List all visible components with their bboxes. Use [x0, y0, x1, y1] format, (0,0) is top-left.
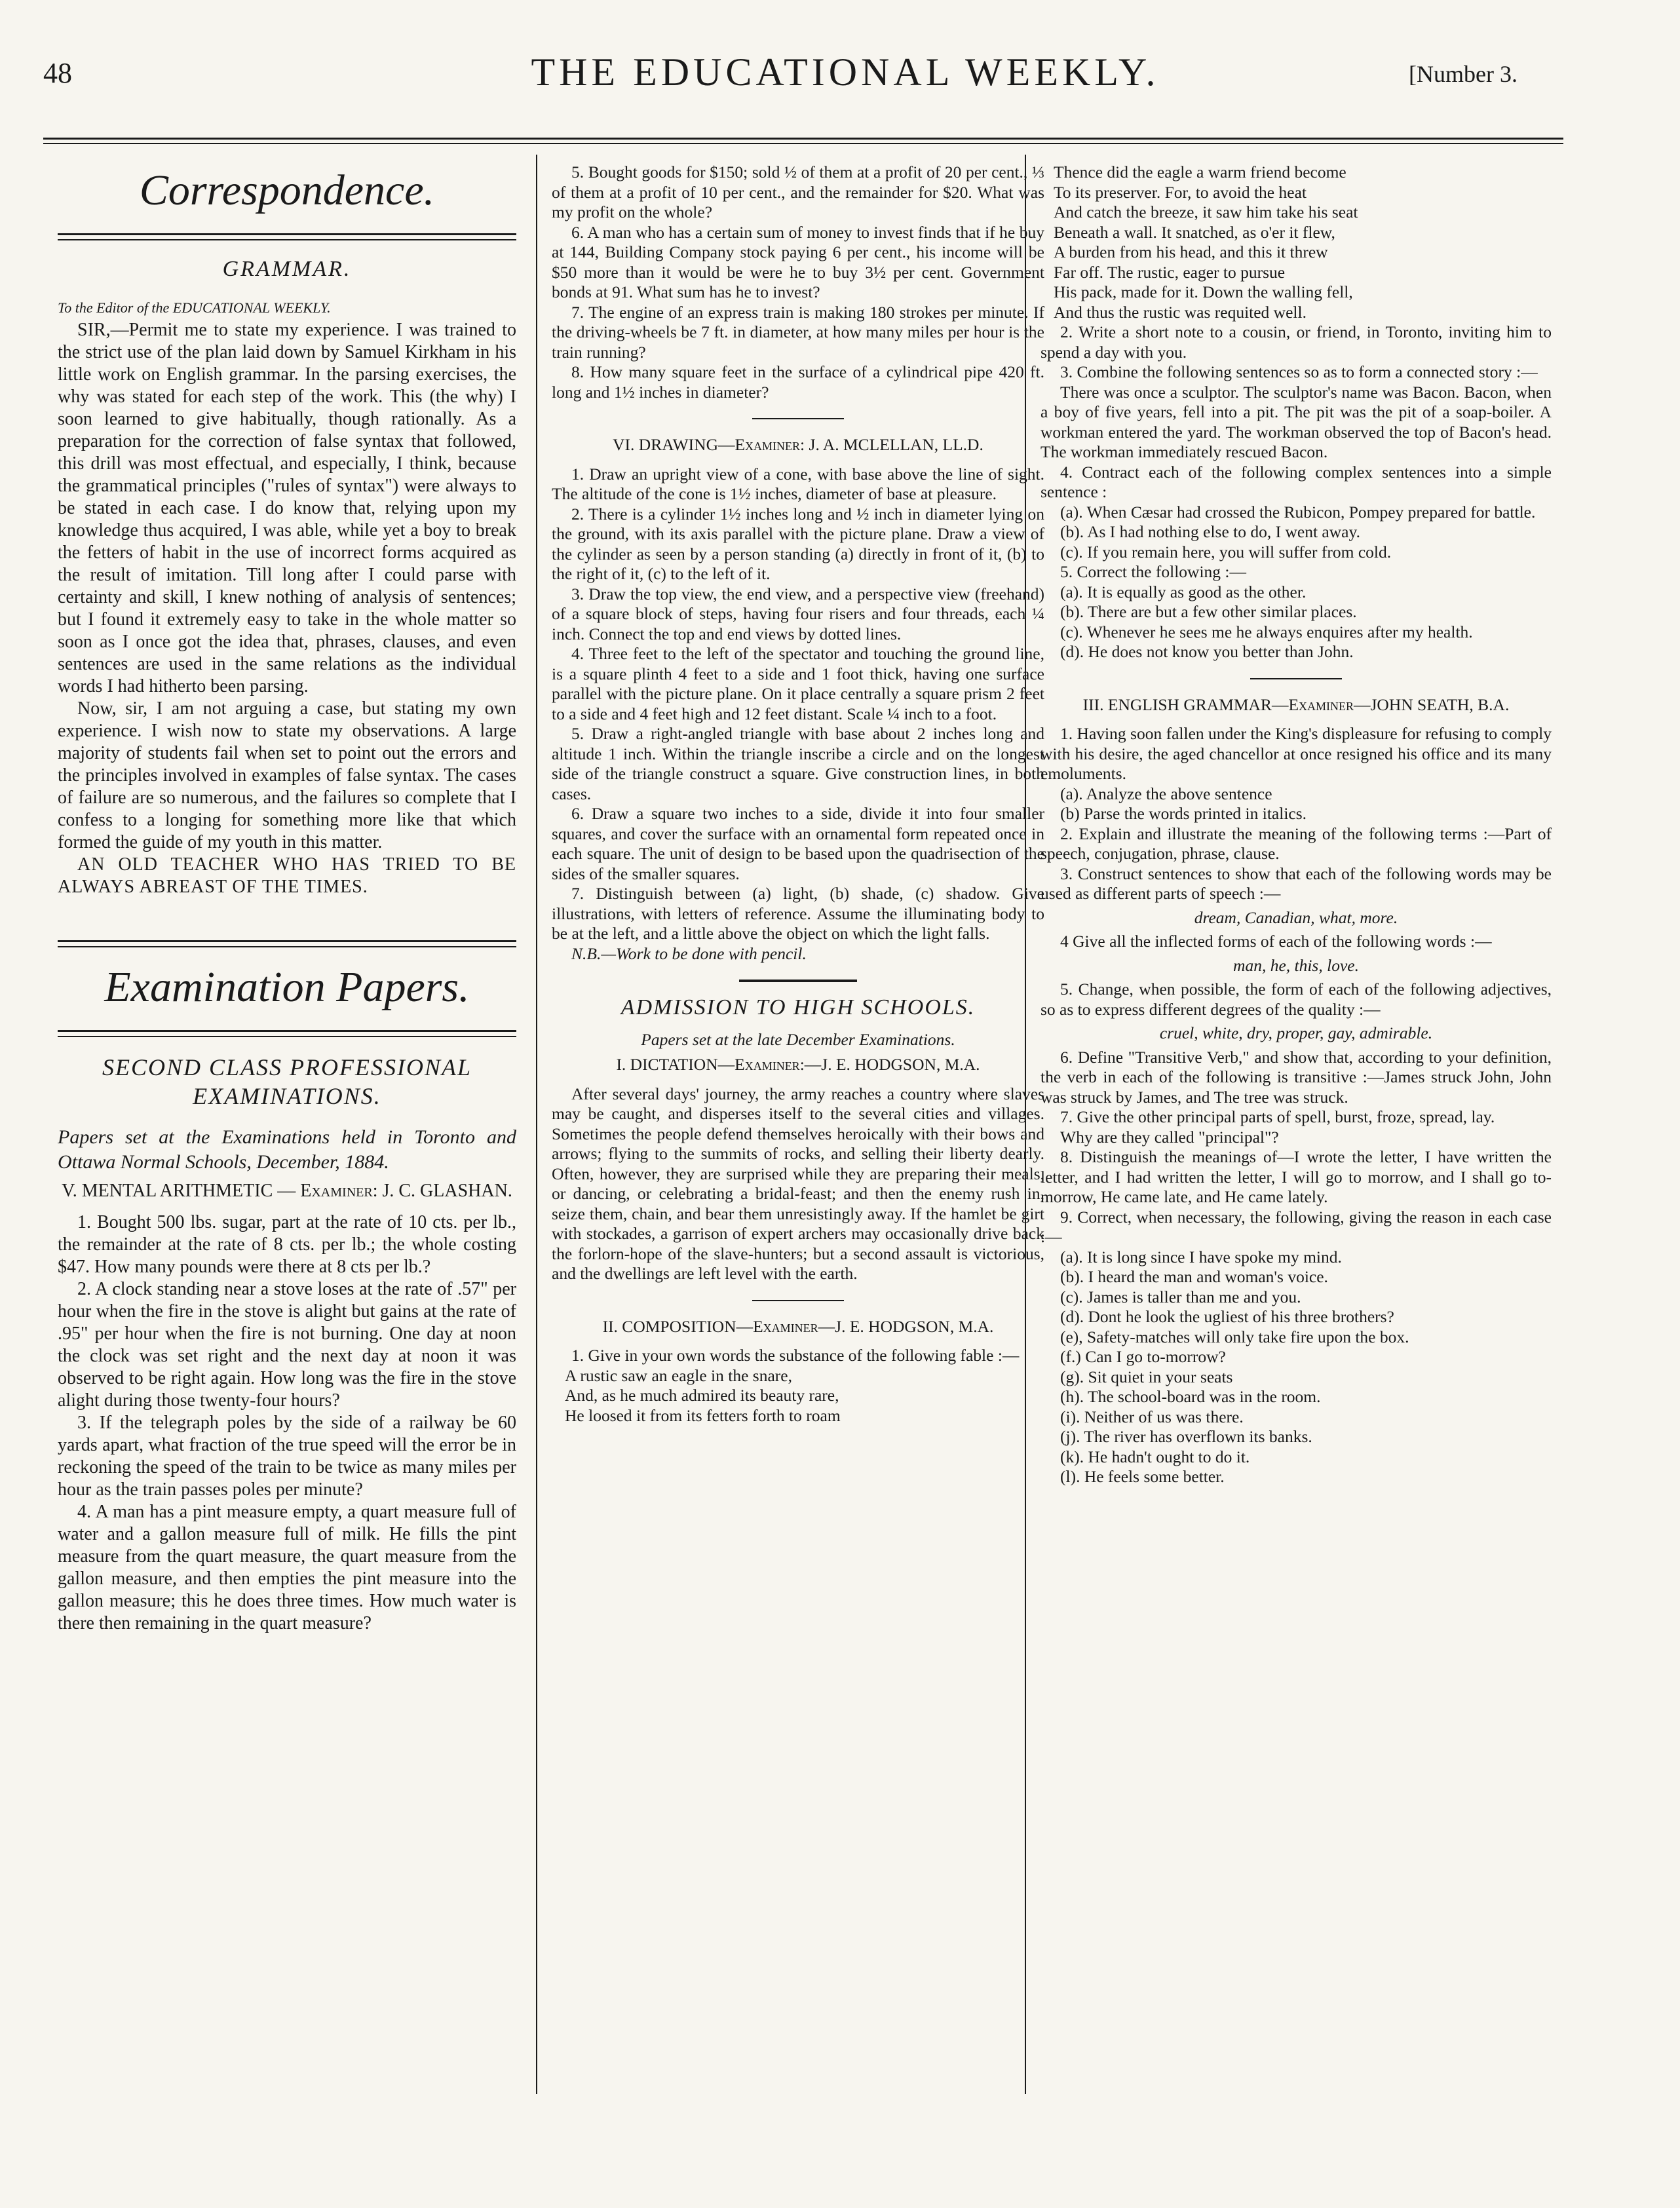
section-separator	[1250, 678, 1342, 679]
section-separator	[752, 1300, 844, 1301]
header-rule-top	[43, 138, 1563, 140]
question: 7. Distinguish between (a) light, (b) shade, (c) shadow. Give illustrations, with letters of reference. Assume the illuminating body to be at the left, and a little above the object on which the light falls.	[552, 884, 1044, 943]
question: 4. Three feet to the left of the spectator and touching the ground line, is a square plinth 4 feet to a side and 1 foot thick, having one surface parallel with the picture plane. On it place centrally a square prism 2 feet to a side and 4 feet high and 12 feet distant. Scale ¼ inch to a foot.	[552, 644, 1044, 723]
question-part: (b) Parse the words printed in italics.	[1060, 804, 1307, 823]
column-1	[58, 162, 516, 2161]
question-part: (h). The school-board was in the room.	[1060, 1387, 1321, 1406]
header-rule-bottom	[43, 143, 1563, 144]
masthead-title: THE EDUCATIONAL WEEKLY.	[531, 50, 1160, 94]
double-rule	[58, 233, 516, 240]
question: 4 Give all the inflected forms of each of the following words :—	[1060, 932, 1492, 951]
question-part: (b). As I had nothing else to do, I went away.	[1060, 522, 1360, 541]
nota-bene: N.B.—Work to be done with pencil.	[571, 943, 807, 963]
question: 2. There is a cylinder 1½ inches long and ½ inch in diameter lying on the ground, with its axis parallel with the picture plane. Draw a view of the cylinder as seen by a person standing (a) directly in front of it, (b) to the right of it, (c) to the left of it.	[552, 504, 1044, 583]
papers-set-note: Papers set at the late December Examinations.	[641, 1029, 955, 1049]
section-separator	[739, 980, 857, 982]
section-heading: V. MENTAL ARITHMETIC — Examiner: J. C. GLASHAN.	[62, 1181, 512, 1201]
question: 2. Write a short note to a cousin, or friend, in Toronto, inviting him to spend a day with you.	[1040, 322, 1552, 362]
question: 9. Correct, when necessary, the following, giving the reason in each case :—	[1040, 1207, 1552, 1246]
question: 1. Having soon fallen under the King's displeasure for refusing to comply with his desire, the aged chancellor at once resigned his office and its many emoluments.	[1040, 724, 1552, 783]
question: 4. Contract each of the following complex sentences into a simple sentence :	[1040, 462, 1552, 501]
question-part: (a). It is long since I have spoke my mind.	[1060, 1247, 1342, 1266]
question-part: (c). If you remain here, you will suffer from cold.	[1060, 542, 1392, 562]
question-part: (k). He hadn't ought to do it.	[1060, 1447, 1250, 1466]
question-part: (a). It is equally as good as the other.	[1060, 582, 1307, 601]
fable-verse	[1040, 162, 1552, 322]
question: 5. Draw a right-angled triangle with base about 2 inches long and altitude 1 inch. Within the triangle inscribe a circle and on the longest side of the triangle construct a square. Give construction lines, in both cases.	[552, 724, 1044, 803]
letter-paragraph: SIR,—Permit me to state my experience. I was trained to the strict use of the plan laid down by Samuel Kirkham in his little work on English grammar. In the parsing exercises, the why was stated for each step of the work. This (the why) I soon learned to give habitually, though rationally. As a preparation for the correction of false syntax that followed, this drill was most effectual, and especially, I think, because the grammatical principles ("rules of syntax") were always to be stated in each case. I do know that, relying upon my knowledge thus acquired, I was able, while yet a boy to break the fetters of habit in the use of incorrect forms acquired as the result of imitation. Till long after I could parse with certainty and skill, I knew nothing of analysis of sentences; but I found it extremely easy to take in the whole matter so soon as I once got the idea that, phrases, clauses, and even sentences are used in the same relations as the individual words I had hitherto been parsing.	[58, 320, 516, 696]
question: 6. A man who has a certain sum of money to invest finds that if he buy at 144, Building Company stock paying 6 per cent., his income will be $50 more than it would be were he to buy 3½ per cent. Government bonds at 91. What sum has he to invest?	[552, 222, 1044, 301]
word-list: man, he, this, love.	[1233, 955, 1359, 975]
question-part: (a). When Cæsar had crossed the Rubicon, Pompey prepared for battle.	[1060, 502, 1536, 522]
question: 5. Change, when possible, the form of each of the following adjectives, so as to express different degrees of the quality :—	[1040, 980, 1552, 1019]
question-part: (c). Whenever he sees me he always enquires after my health.	[1060, 622, 1473, 641]
question: 3. If the telegraph poles by the side of a railway be 60 yards apart, what fraction of the true speed will the error be in reckoning the speed of the train to be twice as many miles per hour as the train passes poles per minute?	[58, 1413, 516, 1500]
verse-line: Thence did the eagle a warm friend become	[1054, 162, 1346, 181]
verse-line: And, as he much admired its beauty rare,	[565, 1386, 839, 1405]
column-2	[552, 162, 1044, 2161]
question-part: (a). Analyze the above sentence	[1060, 784, 1272, 803]
page-number: 48	[43, 57, 72, 89]
letter-signature: AN OLD TEACHER WHO HAS TRIED TO BE ALWAYS ABREAST OF THE TIMES.	[58, 854, 516, 897]
letter-address: To the Editor of the EDUCATIONAL WEEKLY.	[58, 299, 331, 316]
question-text: Why are they called "principal"?	[1060, 1127, 1279, 1147]
question: 3. Combine the following sentences so as to form a connected story :—	[1060, 362, 1538, 381]
question: 8. Distinguish the meanings of—I wrote the letter, I have written the letter, and I had written the letter, I will go to morrow, and I shall go to-morrow, He came late, and He came lately.	[1040, 1147, 1552, 1206]
verse-line: His pack, made for it. Down the walling fell,	[1054, 282, 1353, 301]
verse-line: He loosed it from its fetters forth to roam	[565, 1405, 841, 1425]
section-heading: VI. DRAWING—Examiner: J. A. MCLELLAN, LL.D.	[613, 435, 983, 454]
question-part: (d). He does not know you better than John.	[1060, 642, 1354, 661]
dictation-passage: After several days' journey, the army reaches a country where slaves may be caught, and disperses itself to the several cities and villages. Sometimes the people defend themselves heroically with their bows and arrows; flying to the summits of rocks, and selling their liberty dearly. Often, however, they are surprised while they are preparing their meals, or dancing, or celebrating a bridal-feast; and then the enemy rush in, seize them, chain, and bear them unresistingly away. If the hamlet be girt with stockades, a garrison of expert archers may occasionally drive back the forlorn-hope of the slave-hunters; but a second assault is victorious, and the dwellings are left level with the earth.	[552, 1084, 1044, 1283]
section-heading: II. COMPOSITION—Examiner—J. E. HODGSON, M.A.	[602, 1316, 994, 1336]
verse-line: Far off. The rustic, eager to pursue	[1054, 262, 1286, 282]
question: 2. A clock standing near a stove loses at the rate of .57" per hour when the fire in the stove is alight but gains at the rate of .95" per hour when the fire is not burning. One day at noon the clock was set right and the next day at noon it was observed to be right again. How long was the fire in the stove alight during those twenty-four hours?	[58, 1279, 516, 1411]
verse-line: To its preserver. For, to avoid the heat	[1054, 182, 1307, 202]
papers-set-note: Papers set at the Examinations held in Toronto and Ottawa Normal Schools, December, 1884.	[58, 1126, 516, 1173]
section-separator	[752, 418, 844, 419]
question: 6. Draw a square two inches to a side, divide it into four smaller squares, and cover the surface with an ornamental form repeated once in each square. The unit of design to be based upon the quadrisection of the sides of the smaller squares.	[552, 804, 1044, 883]
double-rule	[58, 940, 516, 947]
question: 5. Correct the following :—	[1060, 562, 1246, 581]
word-list: cruel, white, dry, proper, gay, admirable.	[1159, 1023, 1433, 1042]
question: 3. Construct sentences to show that each of the following words may be used as different parts of speech :—	[1040, 864, 1552, 903]
letter-paragraph: Now, sir, I am not arguing a case, but stating my own experience. I wish now to state my observations. A large majority of students fail when set to point out the errors and the principles involved in examples of false syntax. The cases of failure are so numerous, and the failures so complete that I confess to a longing for something more like that which formed the guide of my youth in this matter.	[58, 698, 516, 852]
question-text: There was once a sculptor. The sculptor's name was Bacon. Bacon, when a boy of five years, fell into a pit. The pit was the pit of a soap-boiler. A workman entered the yard. The workman observed the top of Bacon's head. The workman immediately rescued Bacon.	[1040, 382, 1552, 461]
question-part: (e), Safety-matches will only take fire upon the box.	[1060, 1327, 1409, 1346]
question: 1. Bought 500 lbs. sugar, part at the rate of 10 cts. per lb., the remainder at the rate of 8 cts. per lb.; the whole costing $47. How many pounds were there at 8 cts per lb.?	[58, 1212, 516, 1277]
verse-line: Beneath a wall. It snatched, as o'er it flew,	[1054, 222, 1335, 242]
verse-line: And thus the rustic was requited well.	[1054, 302, 1307, 322]
question: 2. Explain and illustrate the meaning of the following terms :—Part of speech, conjugation, phrase, clause.	[1040, 824, 1552, 863]
question-part: (l). He feels some better.	[1060, 1467, 1225, 1486]
verse-line: A burden from his head, and this it threw	[1054, 242, 1328, 261]
question-part: (b). I heard the man and woman's voice.	[1060, 1267, 1328, 1286]
question: 7. The engine of an express train is making 180 strokes per minute. If the driving-wheels be 7 ft. in diameter, at how many miles per hour is the train running?	[552, 302, 1044, 362]
verse-line: And catch the breeze, it saw him take his seat	[1054, 202, 1358, 221]
grammar-heading: GRAMMAR.	[222, 257, 352, 281]
question-part: (c). James is taller than me and you.	[1060, 1287, 1301, 1306]
question-part: (b). There are but a few other similar places.	[1060, 602, 1357, 621]
second-class-heading: SECOND CLASS PROFESSIONAL EXAMINATIONS.	[102, 1054, 472, 1109]
question-part: (d). Dont he look the ugliest of his three brothers?	[1060, 1307, 1394, 1326]
question-part: (j). The river has overflown its banks.	[1060, 1427, 1312, 1446]
verse-line: A rustic saw an eagle in the snare,	[565, 1365, 792, 1385]
section-heading: I. DICTATION—Examiner:—J. E. HODGSON, M.A.	[616, 1055, 980, 1074]
question: 7. Give the other principal parts of spell, burst, froze, spread, lay.	[1060, 1107, 1495, 1126]
admission-heading: ADMISSION TO HIGH SCHOOLS.	[620, 995, 976, 1019]
question-part: (f.) Can I go to-morrow?	[1060, 1347, 1226, 1366]
question: 1. Give in your own words the substance of the following fable :—	[571, 1346, 1020, 1365]
question: 6. Define "Transitive Verb," and show that, according to your definition, the verb in each of the following is transitive :—James struck John, John was struck by James, and The tree was struck.	[1040, 1047, 1552, 1107]
examination-papers-heading: Examination Papers.	[104, 963, 470, 1011]
question-part: (g). Sit quiet in your seats	[1060, 1367, 1233, 1386]
question: 3. Draw the top view, the end view, and a perspective view (freehand) of a square block of steps, having four risers and four threads, each ¼ inch. Connect the top and end views by dotted lines.	[552, 584, 1044, 643]
section-heading: III. ENGLISH GRAMMAR—Examiner—JOHN SEATH, B.A.	[1082, 695, 1510, 714]
fable-verse	[552, 1366, 1044, 1426]
question: 1. Draw an upright view of a cone, with base above the line of sight. The altitude of the cone is 1½ inches, diameter of base at pleasure.	[552, 464, 1044, 503]
question: 4. A man has a pint measure empty, a quart measure full of water and a gallon measure full of milk. He fills the pint measure from the quart measure, the quart measure from the gallon measure, and then empties the pint measure into the gallon measure; this he does three times. How much water is there then remaining in the quart measure?	[58, 1502, 516, 1633]
question: 5. Bought goods for $150; sold ½ of them at a profit of 20 per cent., ⅓ of them at a profit of 10 per cent., and the remainder for $20. What was my profit on the whole?	[552, 162, 1044, 221]
issue-number: [Number 3.	[1409, 61, 1518, 87]
column-3	[1040, 162, 1552, 2161]
correspondence-heading: Correspondence.	[139, 166, 435, 214]
double-rule	[58, 1030, 516, 1037]
question: 8. How many square feet in the surface of a cylindrical pipe 420 ft. long and 1½ inches in diameter?	[552, 362, 1044, 402]
word-list: dream, Canadian, what, more.	[1194, 907, 1398, 927]
column-divider-1	[536, 155, 537, 2094]
question-part: (i). Neither of us was there.	[1060, 1407, 1244, 1426]
